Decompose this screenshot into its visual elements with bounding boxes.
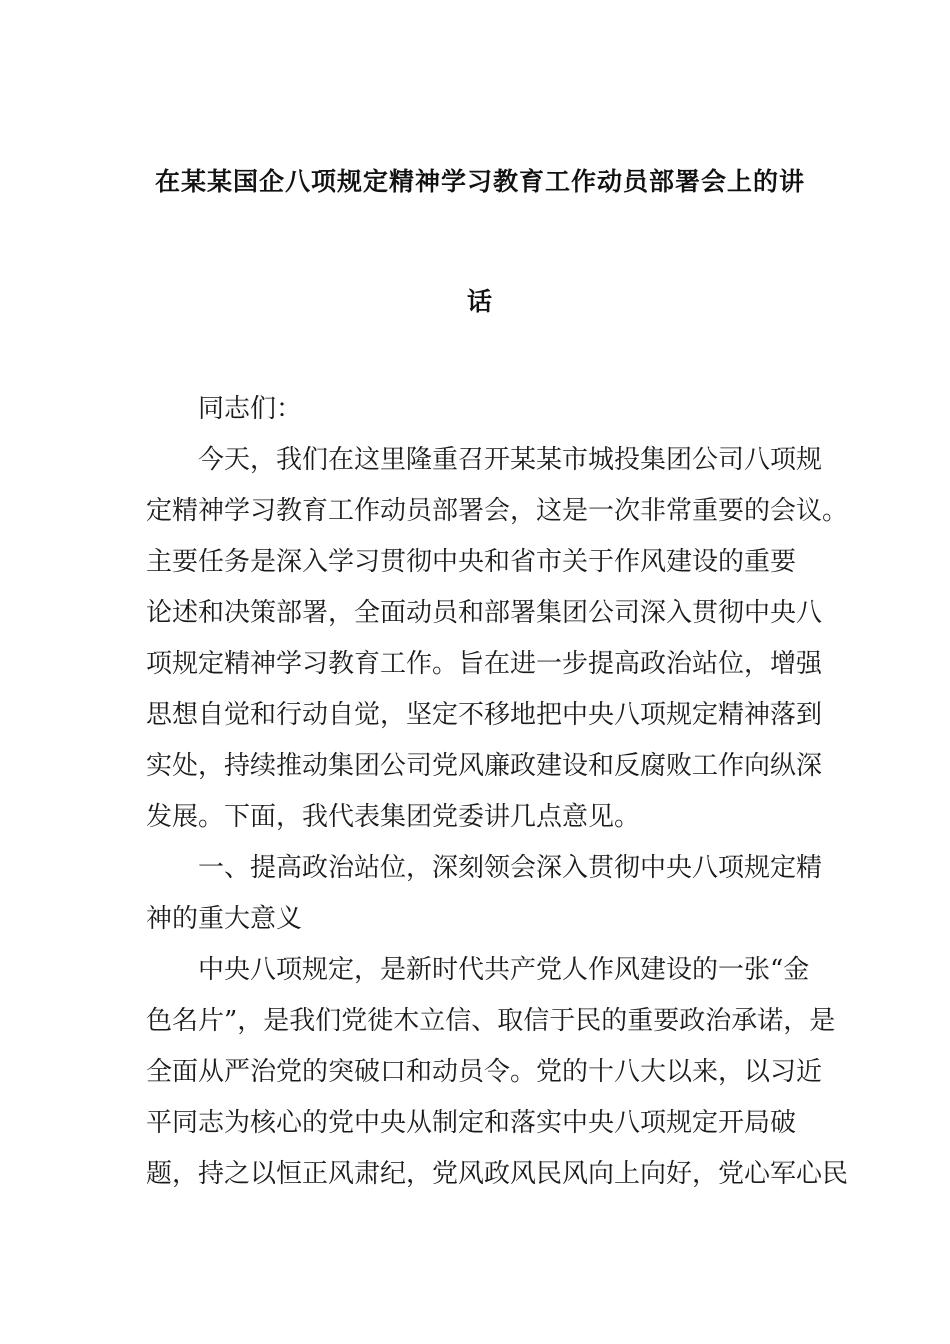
paragraph-line: 题，持之以恒正风肃纪，党风政风民风向上向好，党心军心民 (146, 1159, 849, 1189)
paragraph-line: 今天，我们在这里隆重召开某某市城投集团公司八项规 (198, 445, 823, 475)
section-heading-line: 神的重大意义 (146, 904, 303, 934)
paragraph-line: 全面从严治党的突破口和动员令。党的十八大以来，以习近 (146, 1057, 823, 1087)
section-heading-line: 一、提高政治站位，深刻领会深入贯彻中央八项规定精 (198, 853, 823, 883)
paragraph-line: 平同志为核心的党中央从制定和落实中央八项规定开局破 (146, 1108, 797, 1138)
document-title-line-1: 在某某国企八项规定精神学习教育工作动员部署会上的讲 (154, 167, 805, 196)
salutation: 同志们： (198, 394, 303, 424)
document-title-line-2: 话 (466, 287, 493, 316)
paragraph-line: 实处，持续推动集团公司党风廉政建设和反腐败工作向纵深 (146, 751, 823, 781)
paragraph-line: 项规定精神学习教育工作。旨在进一步提高政治站位，增强 (146, 649, 823, 679)
paragraph-line: 色名片”，是我们党徙木立信、取信于民的重要政治承诺，是 (146, 1006, 836, 1036)
paragraph-line: 思想自觉和行动自觉，坚定不移地把中央八项规定精神落到 (146, 700, 823, 730)
paragraph-line: 论述和决策部署，全面动员和部署集团公司深入贯彻中央八 (146, 598, 823, 628)
paragraph-line: 定精神学习教育工作动员部署会，这是一次非常重要的会议。 (146, 496, 849, 526)
paragraph-line: 主要任务是深入学习贯彻中央和省市关于作风建设的重要 (146, 547, 797, 577)
paragraph-line: 发展。下面，我代表集团党委讲几点意见。 (146, 802, 641, 832)
paragraph-line: 中央八项规定，是新时代共产党人作风建设的一张“金 (198, 955, 810, 985)
